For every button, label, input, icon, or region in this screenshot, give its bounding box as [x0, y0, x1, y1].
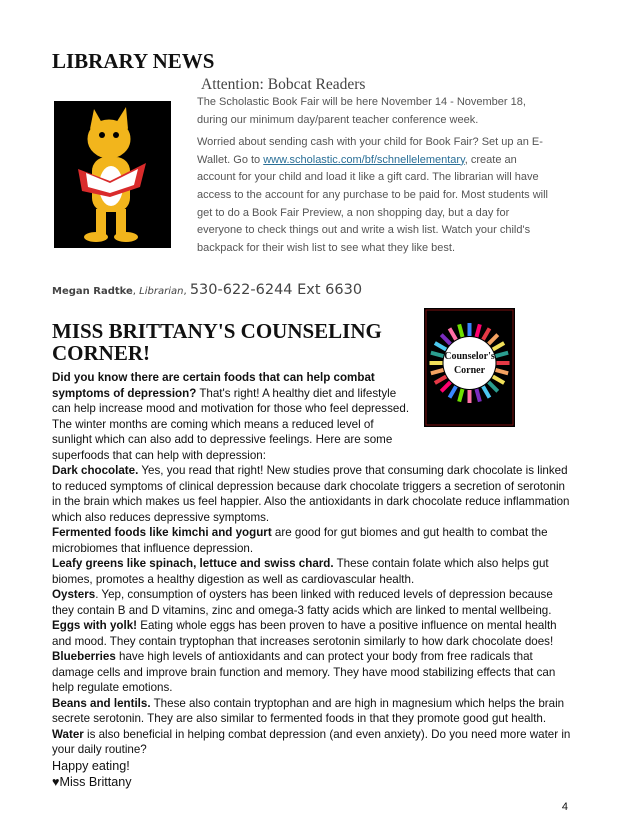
- page-number: 4: [561, 800, 568, 813]
- food-item: [52, 587, 572, 618]
- librarian-contact: Megan Radtke, Librarian, 530-622-6244 Ext 6630: [52, 282, 363, 298]
- food-text: Yes, you read that right! New studies prove that consuming dark chocolate is linked to reduced symptoms of clinical depression because dark chocolate triggers a secretion of serotonin in the brain which makes us feel happier. Also the antioxidants in dark chocolate reduce inflammation which also reduces depressive symptoms.: [52, 464, 570, 524]
- ewallet-text: Worried about sending cash with your child for Book Fair? Set up an E-Wallet. Go to: [197, 136, 543, 166]
- food-item: [52, 696, 572, 727]
- food-item: [52, 727, 572, 758]
- food-text: have high levels of antioxidants and can protect your body from free radicals that damage cells and improve brain function and memory. They have mood stabilizing effects that can help regulate emotions.: [52, 650, 556, 694]
- food-text: These contain folate which also helps gut biomes, promotes a healthy digestion as well as cardiovascular health.: [52, 557, 549, 586]
- food-name: Oysters: [52, 588, 96, 601]
- paper-doll-figure: [483, 328, 490, 339]
- attention-heading: Attention: Bobcat Readers: [201, 76, 366, 93]
- paper-doll-figure: [489, 382, 498, 391]
- paper-doll-figure: [450, 328, 457, 339]
- food-item: [52, 618, 572, 649]
- library-news-heading: LIBRARY NEWS: [52, 49, 215, 73]
- bobcat-mascot-image: [54, 101, 171, 248]
- signature: ♥Miss Brittany: [52, 774, 132, 789]
- library-section: [52, 76, 572, 276]
- closing-line: Happy eating!: [52, 758, 130, 773]
- paper-doll-figure: [459, 389, 462, 402]
- food-text: Eating whole eggs has been proven to have a positive influence on mental health and mood. They contain tryptophan that increases serotonin similarly to how dark chocolate does!: [52, 619, 557, 648]
- paper-doll-figure: [476, 324, 479, 337]
- food-text: is also beneficial in helping combat depression (and even anxiety). Do you need more water in your daily routine?: [52, 727, 571, 756]
- paper-doll-figure: [496, 370, 509, 373]
- paper-doll-figure: [441, 382, 450, 391]
- paper-doll-figure: [435, 377, 446, 384]
- food-name: Leafy greens like spinach, lettuce and swiss chard.: [52, 557, 334, 570]
- book-fair-paragraph: The Scholastic Book Fair will be here November 14 - November 18, during our minimum day/parent teacher conference week.: [197, 96, 526, 126]
- svg-text:Corner: Corner: [453, 365, 486, 376]
- intro-bold: Did you know there are certain foods that can help combat symptoms of depression?: [52, 371, 375, 400]
- food-item: [52, 463, 572, 525]
- food-name: Eggs with yolk!: [52, 619, 138, 632]
- food-name: Beans and lentils.: [52, 696, 151, 710]
- scholastic-link[interactable]: www.scholastic.com/bf/schnellelementary: [263, 153, 465, 166]
- food-name: Water: [52, 727, 84, 741]
- food-item: [52, 525, 572, 556]
- librarian-role: Librarian: [139, 286, 184, 297]
- ewallet-text-cont: , create an account for your child and load it like a gift card. The librarian will have access to the account for any purchase to be paid for. Most students will get to do a Book Fair Preview, a non shopping day, but a day for everyone to check things out and write a wish list. Watch your child's backpack for their wish list to see what they like best.: [197, 153, 548, 254]
- paper-doll-figure: [431, 370, 444, 373]
- intro-text: That's right! A healthy diet and lifestyle can help increase mood and motivation for those who feel depressed. The winter months are coming which means a reduced level of sunlight which can also add to depressive feelings. Here are some superfoods that can help with depression:: [52, 386, 410, 462]
- paper-doll-figure: [431, 353, 444, 356]
- paper-doll-figure: [476, 389, 479, 402]
- counselors-corner-image: [424, 308, 515, 427]
- paper-doll-figure: [483, 386, 490, 397]
- librarian-phone: 530-622-6244 Ext 6630: [189, 282, 363, 298]
- paper-doll-figure: [493, 377, 504, 384]
- counseling-body: [52, 370, 572, 790]
- food-text: . Yep, consumption of oysters has been linked with reduced levels of depression because they contain B and D vitamins, zinc and omega-3 fatty acids which are linked to mental wellbeing.: [52, 588, 553, 617]
- paper-doll-figure: [496, 353, 509, 356]
- paper-doll-figure: [435, 343, 446, 350]
- food-name: Dark chocolate.: [52, 464, 139, 477]
- librarian-name: Megan Radtke: [52, 286, 133, 297]
- paper-doll-figure: [441, 335, 450, 344]
- library-body: [197, 94, 552, 257]
- paper-doll-figure: [493, 343, 504, 350]
- counseling-heading: MISS BRITTANY'S COUNSELING CORNER!: [52, 319, 382, 365]
- food-name: Fermented foods like kimchi and yogurt: [52, 526, 272, 539]
- food-text: These also contain tryptophan and are high in magnesium which helps the brain secrete serotonin. They are also similar to fermented foods in that they promote good gut health.: [52, 696, 565, 725]
- counseling-section: [52, 320, 572, 790]
- food-item: [52, 556, 572, 587]
- svg-text:Counselor's: Counselor's: [444, 351, 495, 362]
- ewallet-paragraph: [197, 134, 552, 257]
- food-item: [52, 649, 572, 696]
- paper-doll-figure: [459, 324, 462, 337]
- paper-doll-figure: [489, 335, 498, 344]
- food-text: are good for gut biomes and gut health to combat the microbiomes that influence depression.: [52, 526, 548, 555]
- paper-doll-figure: [450, 386, 457, 397]
- food-name: Blueberries: [52, 650, 116, 663]
